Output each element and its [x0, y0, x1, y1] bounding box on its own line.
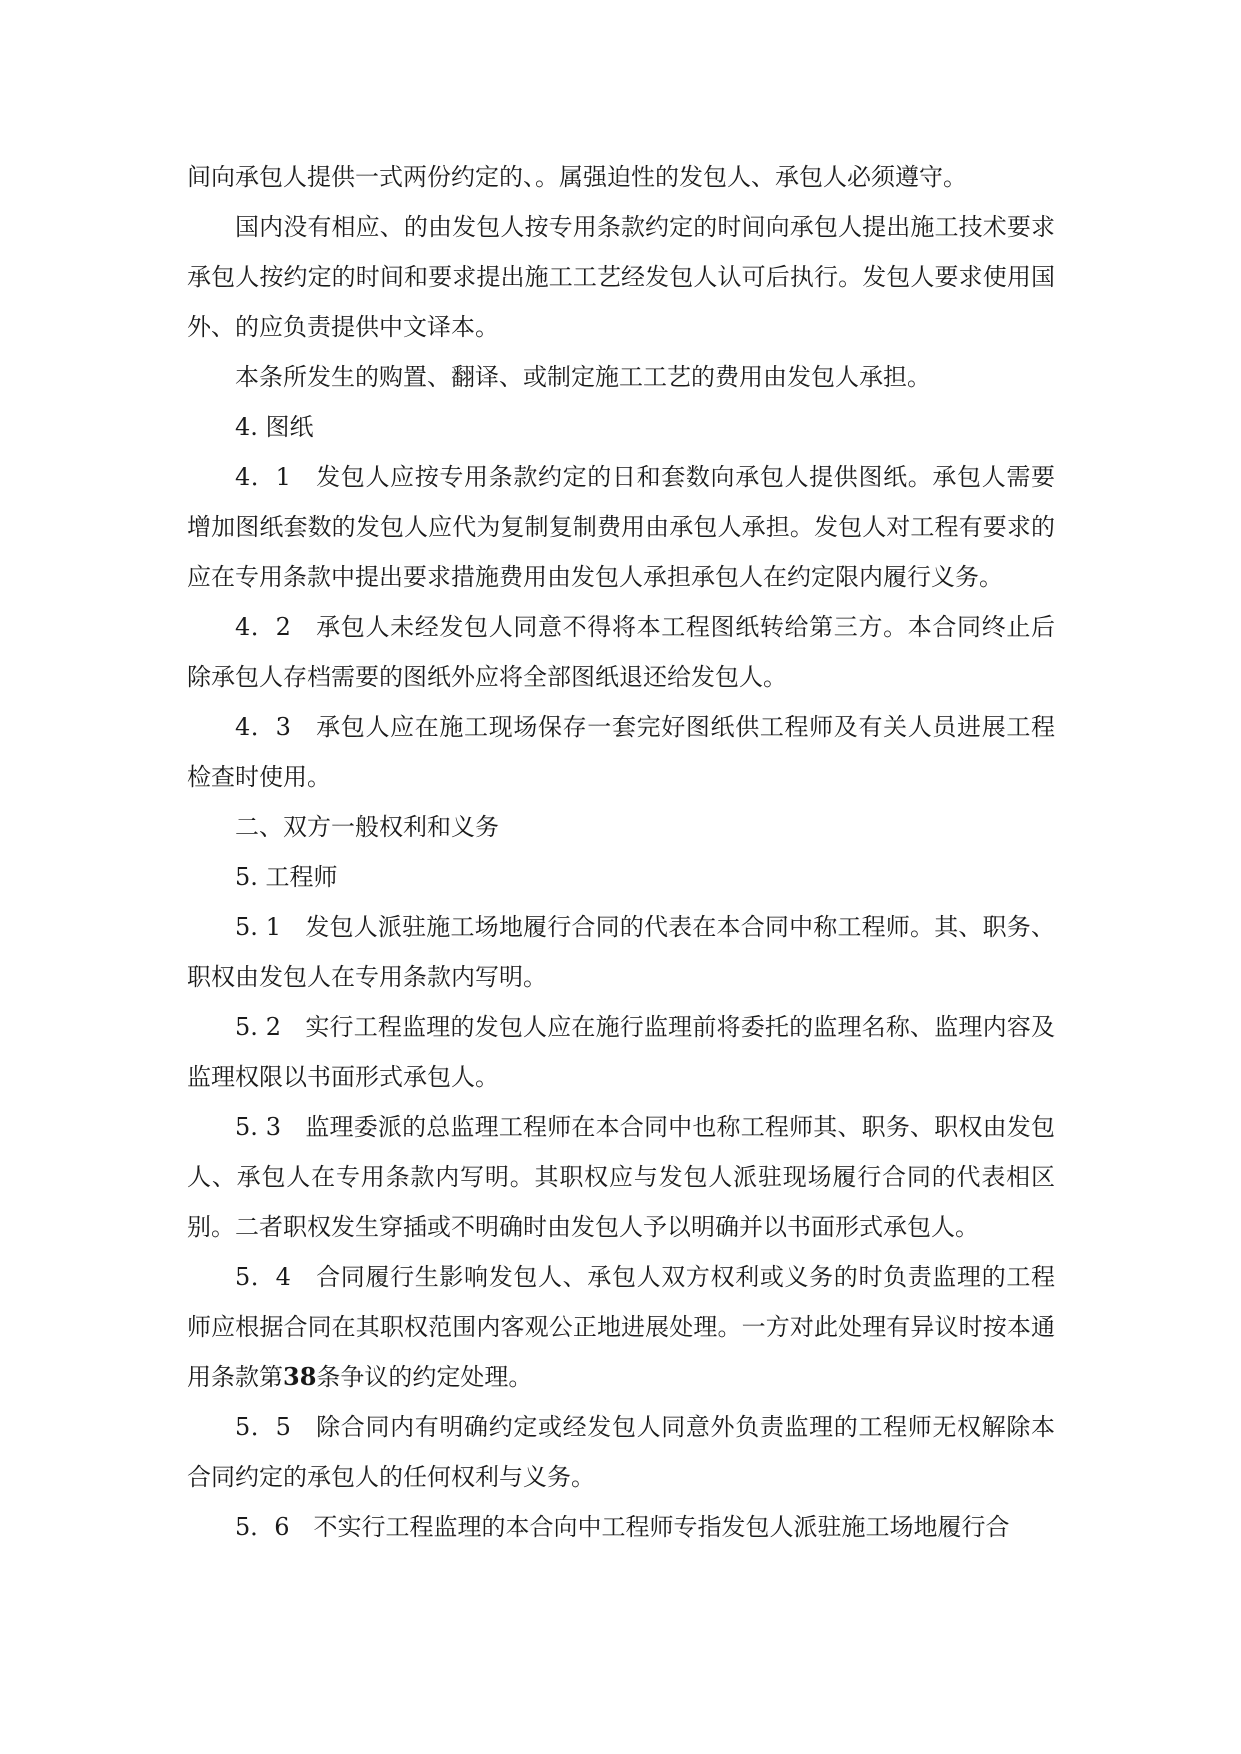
clause-4-3: 4．3 承包人应在施工现场保存一套完好图纸供工程师及有关人员进展工程检查时使用。: [187, 713, 1055, 791]
clause-5-4-tail: 条争议的约定处理。: [316, 1363, 533, 1391]
clause-5-4-text: 5．4 合同履行生影响发包人、承包人双方权利或义务的时负责监理的工程师应根据合同在其职权范围内客观公正地进展处理。一方对此处理有异议时按本通用条款第: [187, 1263, 1055, 1391]
clause-5-1: 5. 1 发包人派驻施工场地履行合同的代表在本合同中称工程师。其、职务、职权由发包人在专用条款内写明。: [187, 913, 1055, 991]
chapter-heading-rights-obligations: 二、双方一般权利和义务: [235, 813, 499, 841]
section-heading-engineer: 5. 工程师: [235, 863, 338, 891]
clause-5-6: 5．6 不实行工程监理的本合向中工程师专指发包人派驻施工场地履行合: [235, 1513, 1010, 1541]
clause-5-5: 5．5 除合同内有明确约定或经发包人同意外负责监理的工程师无权解除本合同约定的承包人的任何权利与义务。: [187, 1413, 1055, 1491]
clause-5-4: [187, 1252, 1055, 1402]
clause-5-2: 5. 2 实行工程监理的发包人应在施行监理前将委托的监理名称、监理内容及监理权限以书面形式承包人。: [187, 1013, 1055, 1091]
section-heading-drawings: 4. 图纸: [235, 413, 314, 441]
paragraph-domestic-standards: 国内没有相应、的由发包人按专用条款约定的时间向承包人提出施工技术要求承包人按约定的时间和要求提出施工工艺经发包人认可后执行。发包人要求使用国外、的应负责提供中文译本。: [187, 213, 1055, 341]
paragraph-cost-clause: 本条所发生的购置、翻译、或制定施工工艺的费用由发包人承担。: [235, 363, 931, 391]
document-body: [187, 152, 1055, 1552]
clause-reference-number: 38: [283, 1362, 317, 1391]
clause-4-1: 4．1 发包人应按专用条款约定的日和套数向承包人提供图纸。承包人需要增加图纸套数的发包人应代为复制复制费用由承包人承担。发包人对工程有要求的应在专用条款中提出要求措施费用由发包人承担承包人在约定限内履行义务。: [187, 463, 1055, 591]
clause-5-3: 5. 3 监理委派的总监理工程师在本合同中也称工程师其、职务、职权由发包人、承包人在专用条款内写明。其职权应与发包人派驻现场履行合同的代表相区别。二者职权发生穿插或不明确时由发包人予以明确并以书面形式承包人。: [187, 1113, 1055, 1241]
clause-4-2: 4．2 承包人未经发包人同意不得将本工程图纸转给第三方。本合同终止后除承包人存档需要的图纸外应将全部图纸退还给发包人。: [187, 613, 1055, 691]
paragraph-continuation: 间向承包人提供一式两份约定的、。属强迫性的发包人、承包人必须遵守。: [187, 163, 967, 191]
